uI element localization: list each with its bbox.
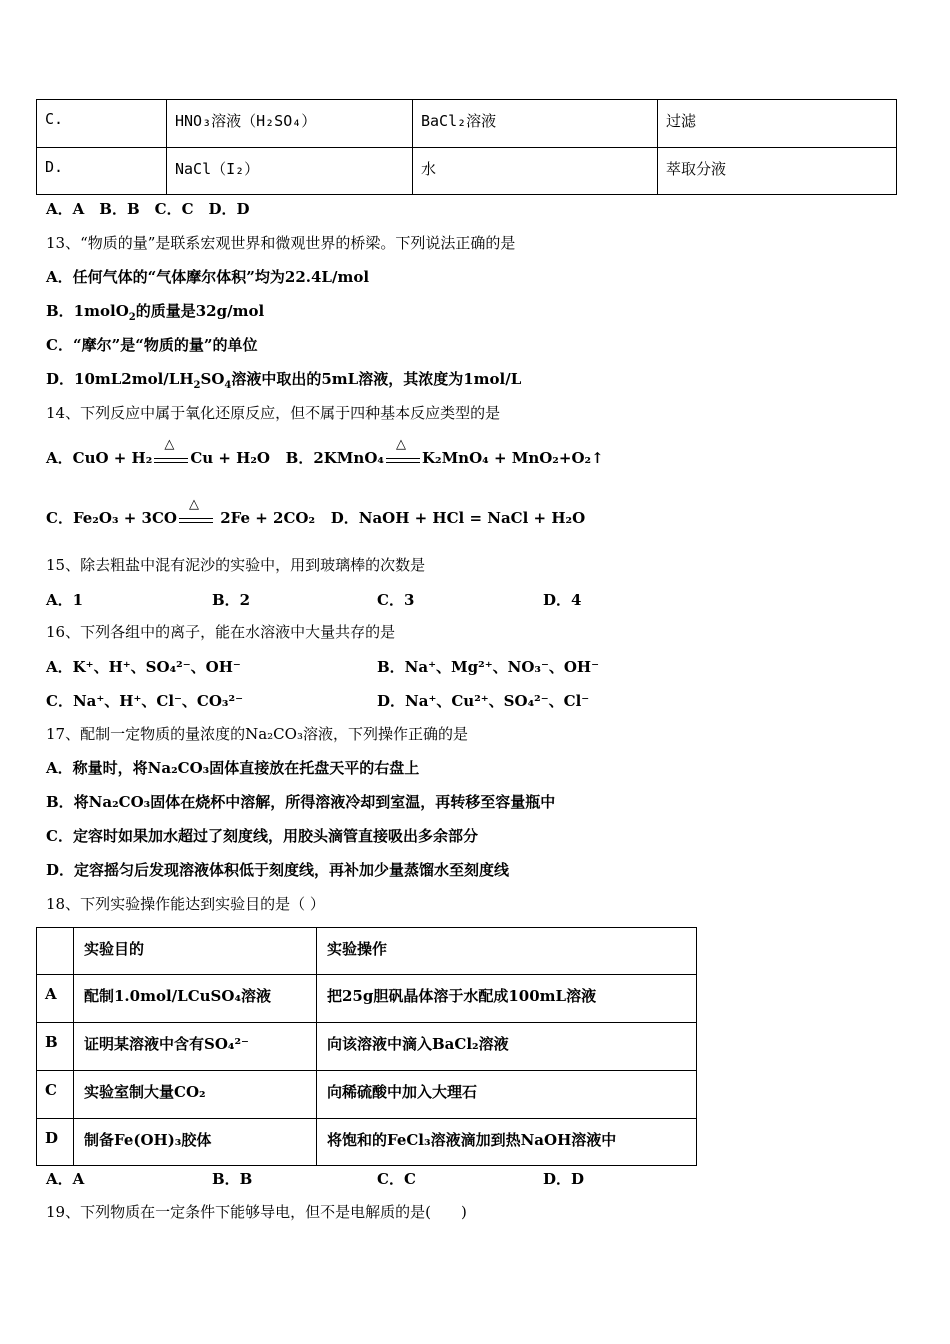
q16-option-d: D．Na⁺、Cu²⁺、SO₄²⁻、Cl⁻	[377, 692, 590, 710]
q15-option-a: A．1	[46, 591, 84, 609]
operation-cell: 把25g胆矾晶体溶于水配成100mL溶液	[317, 975, 697, 1023]
q16-stem: 16、下列各组中的离子，能在水溶液中大量共存的是	[46, 623, 396, 641]
row-label: C.	[37, 100, 167, 148]
operation-cell: 将饱和的FeCl₃溶液滴加到热NaOH溶液中	[317, 1119, 697, 1166]
reagent-table	[36, 99, 897, 195]
table-row	[37, 1023, 697, 1071]
q14-options-cd	[46, 497, 586, 529]
q15-option-d: D．4	[543, 591, 582, 609]
agent-cell: BaCl₂溶液	[413, 100, 658, 148]
q13-b-pre: B．1molO	[46, 302, 129, 320]
q14-d: D．NaOH + HCl = NaCl + H₂O	[330, 509, 586, 527]
row-label: B	[37, 1023, 74, 1071]
table-row	[37, 148, 897, 195]
q14-b-right: K₂MnO₄ + MnO₂+O₂↑	[421, 449, 604, 467]
q17-option-a: A．称量时，将Na₂CO₃固体直接放在托盘天平的右盘上	[46, 759, 420, 777]
q13-stem: 13、“物质的量”是联系宏观世界和微观世界的桥梁。下列说法正确的是	[46, 234, 516, 252]
row-label: C	[37, 1071, 74, 1119]
q17-option-d: D．定容摇匀后发现溶液体积低于刻度线，再补加少量蒸馏水至刻度线	[46, 861, 510, 879]
q18-option-c: C．C	[377, 1170, 416, 1188]
table-row	[37, 975, 697, 1023]
q13-option-c: C．“摩尔”是“物质的量”的单位	[46, 336, 258, 354]
operation-cell: 向该溶液中滴入BaCl₂溶液	[317, 1023, 697, 1071]
q13-d-post: 溶液中取出的5mL溶液，其浓度为1mol/L	[231, 370, 522, 388]
q15-option-c: C．3	[377, 591, 415, 609]
q19-stem: 19、下列物质在一定条件下能够导电，但不是电解质的是( )	[46, 1203, 467, 1221]
table-header-row	[37, 928, 697, 975]
q14-c-right: 2Fe + 2CO₂	[220, 509, 316, 527]
q16-option-b: B．Na⁺、Mg²⁺、NO₃⁻、OH⁻	[377, 658, 600, 676]
table-row	[37, 100, 897, 148]
agent-cell: 水	[413, 148, 658, 195]
q15-option-b: B．2	[212, 591, 251, 609]
header-operation: 实验操作	[317, 928, 697, 975]
heat-condition-icon: △	[154, 449, 188, 469]
purpose-cell: 证明某溶液中含有SO₄²⁻	[74, 1023, 317, 1071]
header-empty	[37, 928, 74, 975]
heat-condition-icon: △	[386, 449, 420, 469]
experiment-table	[36, 927, 697, 1166]
q13-option-a: A．任何气体的“气体摩尔体积”均为22.4L/mol	[46, 268, 370, 286]
q17-stem: 17、配制一定物质的量浓度的Na₂CO₃溶液，下列操作正确的是	[46, 725, 468, 743]
q16-option-a: A．K⁺、H⁺、SO₄²⁻、OH⁻	[46, 658, 241, 676]
q17-option-c: C．定容时如果加水超过了刻度线，用胶头滴管直接吸出多余部分	[46, 827, 478, 845]
q18-option-d: D．D	[543, 1170, 585, 1188]
row-label: D	[37, 1119, 74, 1166]
purpose-cell: 配制1.0mol/LCuSO₄溶液	[74, 975, 317, 1023]
row-label: D.	[37, 148, 167, 195]
table-row	[37, 1071, 697, 1119]
row-label: A	[37, 975, 74, 1023]
purpose-cell: 实验室制大量CO₂	[74, 1071, 317, 1119]
q13-option-b	[46, 301, 264, 321]
q13-d-pre: D．10mL2mol/LH	[46, 370, 194, 388]
q13-d-sub1: 2	[193, 380, 201, 391]
operation-cell: 向稀硫酸中加入大理石	[317, 1071, 697, 1119]
q13-b-sub: 2	[128, 312, 136, 323]
q14-a-right: Cu + H₂O	[190, 449, 270, 467]
table-row	[37, 1119, 697, 1166]
q13-d-sub2: 4	[224, 380, 232, 391]
q15-stem: 15、除去粗盐中混有泥沙的实验中，用到玻璃棒的次数是	[46, 556, 426, 574]
heat-condition-icon: △	[179, 509, 213, 529]
q13-d-mid: SO	[200, 370, 225, 388]
header-purpose: 实验目的	[74, 928, 317, 975]
purpose-cell: 制备Fe(OH)₃胶体	[74, 1119, 317, 1166]
q18-option-b: B．B	[212, 1170, 253, 1188]
q14-b-left: B．2KMnO₄	[285, 449, 384, 467]
q18-stem: 18、下列实验操作能达到实验目的是（ ）	[46, 895, 325, 913]
q16-option-c: C．Na⁺、H⁺、Cl⁻、CO₃²⁻	[46, 692, 243, 710]
reagent-cell: HNO₃溶液（H₂SO₄）	[167, 100, 413, 148]
q14-options-ab	[46, 437, 604, 469]
q14-c-left: C．Fe₂O₃ + 3CO	[46, 509, 177, 527]
q13-b-post: 的质量是32g/mol	[135, 302, 265, 320]
q17-option-b: B．将Na₂CO₃固体在烧杯中溶解，所得溶液冷却到室温，再转移至容量瓶中	[46, 793, 556, 811]
method-cell: 过滤	[658, 100, 897, 148]
q14-a-left: A．CuO + H₂	[46, 449, 153, 467]
q14-stem: 14、下列反应中属于氧化还原反应，但不属于四种基本反应类型的是	[46, 404, 501, 422]
q12-options: A．A B．B C．C D．D	[46, 200, 250, 218]
reagent-cell: NaCl（I₂）	[167, 148, 413, 195]
method-cell: 萃取分液	[658, 148, 897, 195]
q18-option-a: A．A	[46, 1170, 85, 1188]
q13-option-d	[46, 369, 521, 389]
